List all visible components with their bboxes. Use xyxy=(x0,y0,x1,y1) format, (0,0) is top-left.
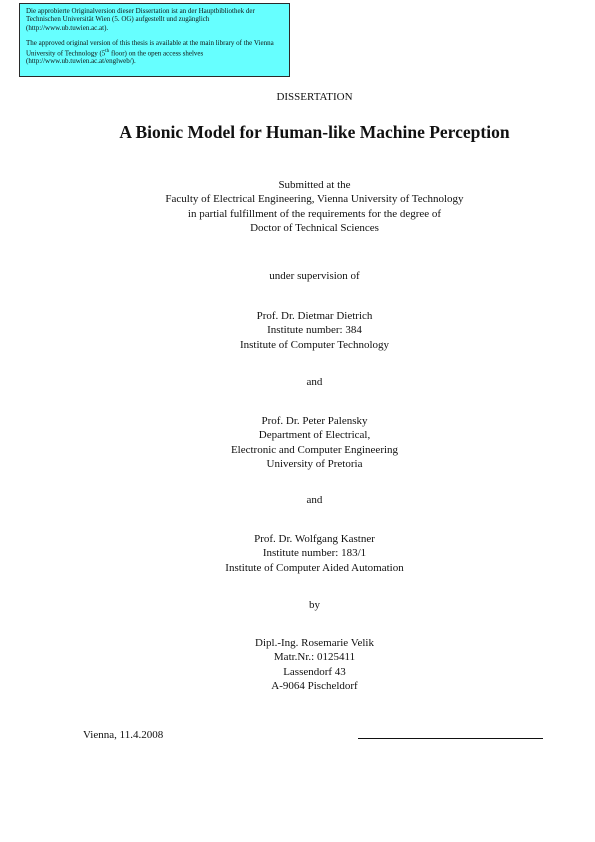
document-type-label: DISSERTATION xyxy=(276,91,353,103)
author-street: Lassendorf 43 xyxy=(283,665,346,678)
author-block xyxy=(17,636,595,694)
supervisor-institute-number: Institute number: 183/1 xyxy=(262,547,367,560)
by-label: by xyxy=(309,599,320,611)
supervision-label: under supervision of xyxy=(269,270,360,282)
submission-line: Submitted at the xyxy=(278,179,351,191)
supervisor-institute: Institute of Computer Aided Automation xyxy=(225,561,404,574)
supervisor-institute: Institute of Computer Technology xyxy=(239,338,390,351)
author-student-number: Matr.Nr.: 0125411 xyxy=(273,651,356,664)
supervisor-department: Electronic and Computer Engineering xyxy=(230,443,399,456)
submission-line: Doctor of Technical Sciences xyxy=(250,222,379,235)
supervisor-name: Prof. Dr. Dietmar Dietrich xyxy=(256,310,373,322)
floor-ordinal-suffix: th xyxy=(105,48,110,54)
library-notice-english-part1: The approved original version of this thesis is available at the main library of the Vienna University of Technology (5 xyxy=(26,39,274,57)
author-city: A-9064 Pischeldorf xyxy=(271,680,358,693)
thesis-title: A Bionic Model for Human-like Machine Perception xyxy=(119,122,510,142)
and-separator: and xyxy=(306,494,323,506)
supervisor-name: Prof. Dr. Wolfgang Kastner xyxy=(254,533,375,545)
supervisor-university: University of Pretoria xyxy=(266,458,363,471)
supervisor-dietrich xyxy=(17,309,595,352)
author-name: Dipl.-Ing. Rosemarie Velik xyxy=(255,637,374,649)
submission-line: Faculty of Electrical Engineering, Vienna University of Technology xyxy=(165,193,464,206)
library-notice-english xyxy=(26,39,283,66)
supervisor-palensky xyxy=(17,414,595,472)
library-notice-german: Die approbierte Originalversion dieser Dissertation ist an der Hauptbibliothek der Technischen Universität Wien (5. OG) aufgestellt und zugänglich (http://www.ub.tuwien.ac.at). xyxy=(26,7,255,32)
supervisor-institute-number: Institute number: 384 xyxy=(267,324,362,337)
submission-line: in partial fulfillment of the requirements for the degree of xyxy=(187,207,442,220)
place-and-date: Vienna, 11.4.2008 xyxy=(83,729,164,741)
library-notice-box xyxy=(19,3,290,77)
submission-statement xyxy=(17,178,595,236)
supervisor-department: Department of Electrical, xyxy=(258,429,371,442)
signature-line xyxy=(358,738,543,739)
supervisor-name: Prof. Dr. Peter Palensky xyxy=(261,415,368,427)
and-separator: and xyxy=(306,376,323,388)
supervisor-kastner xyxy=(17,532,595,575)
library-notice-english-part2: floor) on the open access shelves (http://www.ub.tuwien.ac.at/englweb/). xyxy=(26,48,204,66)
